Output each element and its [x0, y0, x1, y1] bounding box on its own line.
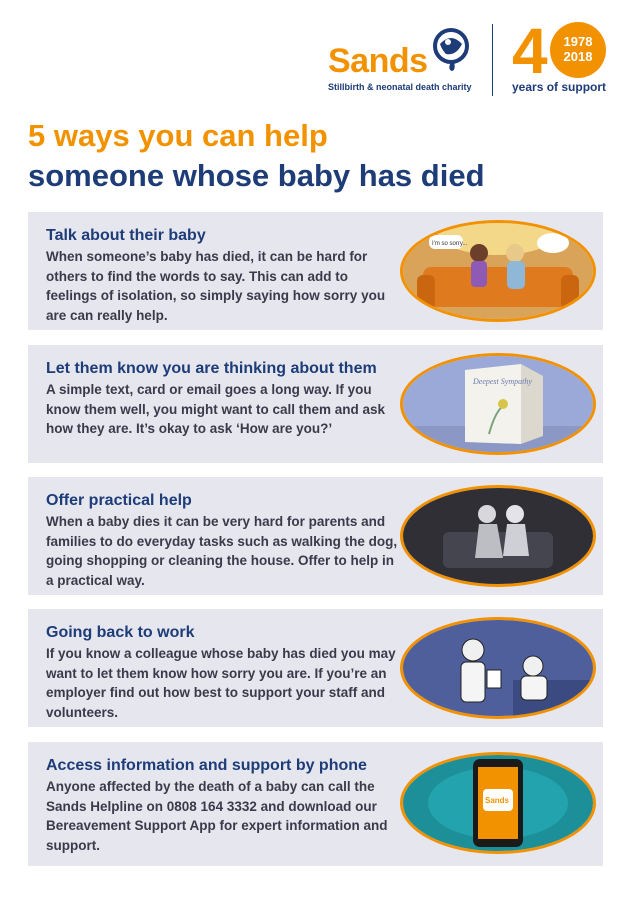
years-start: 1978	[563, 34, 593, 49]
tip-body: Anyone affected by the death of a baby can call the Sands Helpline on 0808 164 3332 and download our Bereavement Support App for expert information and support.	[46, 779, 388, 853]
tip-body: If you know a colleague whose baby has died you may want to let them know how sorry you are. If you’re an employer find out how best to support your staff and volunteers.	[46, 646, 396, 720]
header-logos	[320, 15, 620, 100]
tip-body: A simple text, card or email goes a long way. If you know them well, you might want to call them and ask how they are. It’s okay to ask ‘How are you?’	[46, 382, 386, 436]
tip-card-practical	[28, 477, 603, 595]
anniversary-tagline: years of support	[512, 80, 607, 94]
logo-divider	[492, 24, 493, 96]
sands-tagline: Stillbirth & neonatal death charity	[328, 82, 472, 92]
sympathy-card-illustration	[400, 353, 596, 455]
anniversary-years-circle	[550, 22, 606, 78]
tip-card-talk	[28, 212, 603, 330]
tip-card-thinking	[28, 345, 603, 463]
anniversary-badge	[512, 15, 622, 100]
page-title-line1: 5 ways you can help	[28, 118, 328, 153]
tip-heading: Access information and support by phone	[46, 757, 367, 774]
tip-heading: Going back to work	[46, 624, 195, 641]
page-title-line2: someone whose baby has died	[28, 158, 485, 193]
tip-body: When someone’s baby has died, it can be hard for others to find the words to say. This can add to feelings of isolation, so simply saying how sorry you are can really help.	[46, 249, 386, 323]
office-colleagues-illustration	[400, 617, 596, 719]
anniversary-digit: 4	[512, 15, 548, 87]
tip-heading: Let them know you are thinking about them	[46, 360, 377, 377]
two-women-sofa-illustration	[400, 220, 596, 322]
comforting-friends-illustration	[400, 485, 596, 587]
tip-card-phone	[28, 742, 603, 866]
sands-app-phone-illustration	[400, 752, 596, 854]
speech-bubble-text: I'm so sorry...	[432, 241, 468, 247]
tip-card-work	[28, 609, 603, 727]
phone-app-logo: Sands	[485, 796, 510, 805]
sands-emblem-icon	[428, 26, 474, 72]
tip-heading: Talk about their baby	[46, 227, 206, 244]
sands-logo-wordmark: Sands	[328, 42, 428, 80]
card-sympathy-text: Deepest Sympathy	[473, 377, 532, 386]
tip-body: When a baby dies it can be very hard for parents and families to do everyday tasks such as walking the dog, going shopping or cleaning the house. Offer to help in a practical way.	[46, 514, 398, 588]
tip-heading: Offer practical help	[46, 492, 192, 509]
years-end: 2018	[563, 49, 593, 64]
